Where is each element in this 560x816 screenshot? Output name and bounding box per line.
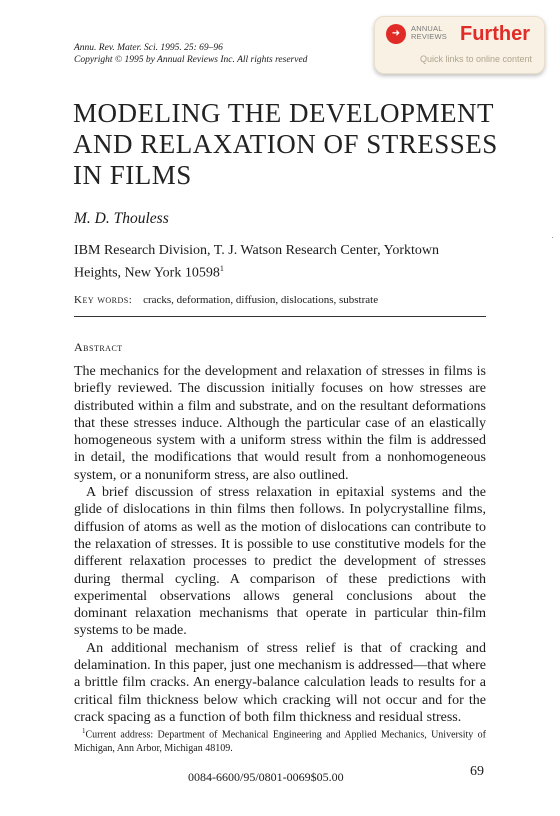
title-line: AND RELAXATION OF STRESSES: [73, 129, 498, 159]
reviews-label: REVIEWS: [411, 32, 447, 41]
abstract-paragraph: A brief discussion of stress relaxation in epitaxial systems and the glide of dislocations in thin films then follows. In polycrystalline films, diffusion of atoms as well as the motion of dislocations can contribute to the relaxation of stresses. It is possible to use constitutive models for the different relaxation processes to predict the development of stresses during thermal cycling. A comparison of these predictions with experimental observations allows general conclusions about the dominant relaxation mechanisms that operate in particular thin-film systems to be made.: [74, 485, 486, 639]
footnote: [74, 724, 486, 756]
keywords-list: cracks, deformation, diffusion, dislocations, substrate: [143, 294, 379, 306]
affiliation-line: IBM Research Division, T. J. Watson Research Center, Yorktown: [74, 243, 439, 258]
annual-label: ANNUAL: [411, 24, 443, 33]
copyright-line: Copyright © 1995 by Annual Reviews Inc. All rights reserved: [74, 55, 308, 65]
further-links-badge[interactable]: [374, 16, 545, 74]
journal-citation: [74, 42, 307, 66]
abstract-body: [74, 363, 486, 726]
article-code: 0084-6600/95/0801-0069$05.00: [188, 770, 344, 784]
abstract-heading: Abstract: [74, 340, 123, 354]
further-label: Further: [460, 23, 530, 45]
citation-line: Annu. Rev. Mater. Sci. 1995. 25: 69–96: [74, 43, 223, 53]
abstract-paragraph: The mechanics for the development and relaxation of stresses in films is briefly reviewed. The discussion initially focuses on how stresses are distributed within a film and substrate, and on the resultant deformations that these stresses induce. Although the particular case of an elastically homogeneous system with a uniform stress within the film is addressed in detail, the modifications that would result from a nonhomogeneous system, or a nonuniform stress, are also outlined.: [74, 364, 486, 483]
affiliation-text: Heights, New York 10598: [74, 265, 220, 281]
divider-rule: [74, 316, 486, 317]
abstract-paragraph: An additional mechanism of stress relief is that of cracking and delamination. In this paper, just one mechanism is addressed—that where a brittle film cracks. An energy-balance calculation leads to results for a critical film thickness below which cracking will not occur and for the crack spacing as a function of both film thickness and residual stress.: [74, 640, 486, 725]
arrow-right-icon: ➜: [386, 24, 406, 44]
footnote-marker: 1: [219, 264, 224, 273]
quick-links-text: Quick links to online content: [420, 54, 533, 64]
keywords: [74, 294, 378, 306]
footnote-mark: 1: [82, 727, 86, 735]
article-title: [73, 98, 498, 191]
title-line: MODELING THE DEVELOPMENT: [73, 98, 494, 128]
title-line: IN FILMS: [73, 160, 192, 190]
page-number: 69: [470, 764, 484, 779]
footnote-text: Current address: Department of Mechanical Engineering and Applied Mechanics, University of Michigan, Ann Arbor, Michigan 48109.: [74, 729, 486, 755]
author-affiliation: [74, 242, 494, 283]
scan-speck: [552, 237, 553, 238]
author-name: M. D. Thouless: [74, 210, 169, 227]
affiliation-line: [74, 260, 494, 283]
annual-reviews-label: [411, 25, 447, 41]
keywords-label: Key words:: [74, 294, 133, 306]
